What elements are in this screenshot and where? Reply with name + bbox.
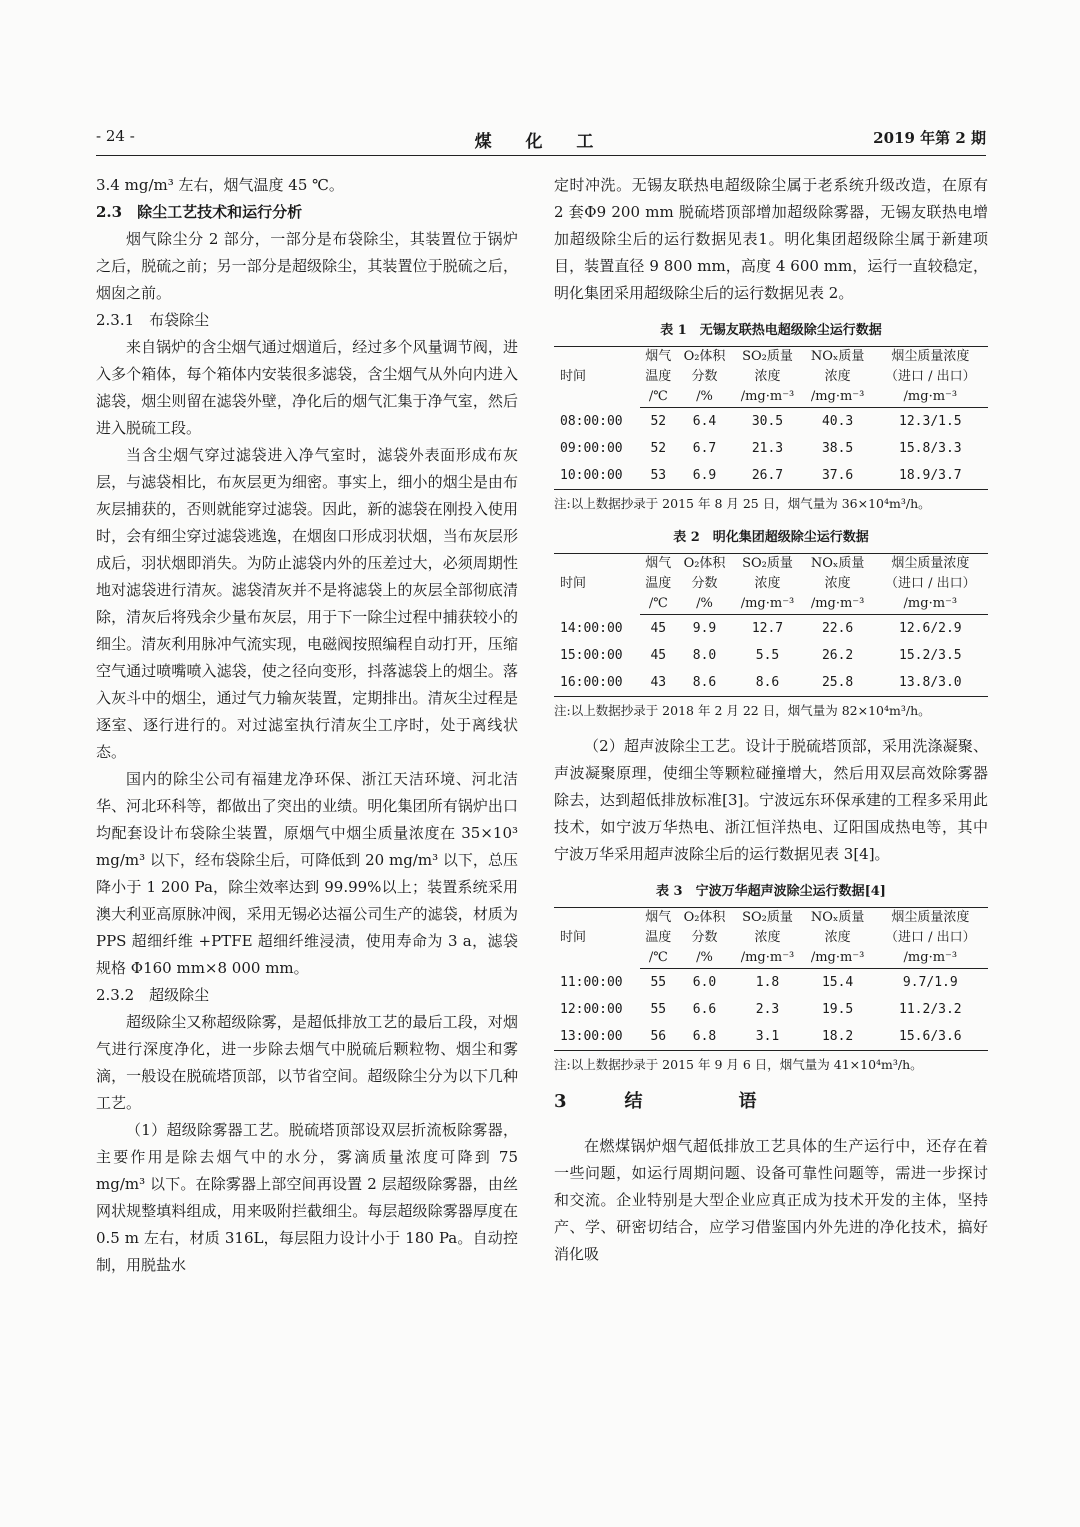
table-cell: 5.5 bbox=[755, 648, 780, 663]
col-header: 烟气 bbox=[645, 910, 672, 925]
table-cell: 8.6 bbox=[755, 675, 780, 690]
col-header: 烟尘质量浓度 bbox=[891, 910, 970, 925]
table-cell: 6.8 bbox=[692, 1029, 717, 1044]
col-header-unit: /% bbox=[677, 387, 733, 408]
table-cell: 38.5 bbox=[821, 441, 854, 456]
right-column bbox=[554, 172, 988, 1268]
col-header-unit: /℃ bbox=[640, 387, 677, 408]
table-cell: 9.7/1.9 bbox=[902, 975, 958, 990]
col-header: 温度 bbox=[645, 930, 672, 945]
paragraph: 在燃煤锅炉烟气超低排放工艺具体的生产运行中，还存在着一些问题，如运行周期问题、设备可靠性问题等，需进一步探讨和交流。企业特别是大型企业应真正成为技术开发的主体，坚持产、学、研密切结合，应学习借鉴国内外先进的净化技术，搞好消化吸 bbox=[554, 1137, 988, 1263]
cell-time: 16:00:00 bbox=[560, 675, 623, 690]
paragraph: 超级除尘又称超级除雾，是超低排放工艺的最后工段，对烟气进行深度净化，进一步除去烟气中脱硫后颗粒物、烟尘和雾滴，一般设在脱硫塔顶部，以节省空间。超级除尘分为以下几种工艺。 bbox=[96, 1013, 518, 1112]
table-cell: 15.2/3.5 bbox=[899, 648, 962, 663]
cell-time: 14:00:00 bbox=[560, 620, 623, 636]
table-cell: 43 bbox=[650, 675, 667, 690]
col-header: 浓度 bbox=[754, 369, 781, 384]
col-header: （进口 / 出口） bbox=[885, 369, 976, 384]
paragraph: 来自锅炉的含尘烟气通过烟道后，经过多个风量调节阀，进入多个箱体，每个箱体内安装很多滤袋，含尘烟气从外向内进入滤袋，烟尘则留在滤袋外壁，净化后的烟气汇集于净气室，然后进入脱硫工段。 bbox=[96, 338, 518, 437]
col-header-unit: /mg·m⁻³ bbox=[732, 948, 802, 969]
table-cell: 8.0 bbox=[692, 648, 717, 663]
table-cell: 6.6 bbox=[692, 1002, 717, 1017]
table-row bbox=[554, 996, 988, 1023]
col-header: O₂体积 bbox=[683, 349, 726, 364]
col-header-unit: /mg·m⁻³ bbox=[803, 594, 873, 615]
paragraph: （1）超级除雾器工艺。脱硫塔顶部设双层折流板除雾器，主要作用是除去烟气中的水分，雾滴质量浓度可降到 75 mg/m³ 以下。在除雾器上部空间再设置 2 层超级除雾器，由丝网状规整填料组成，用来吸附拦截细尘。每层超级除雾器厚度在 0.5 m 左右，材质 316L，每层阻力设计小于 180 Pa。自动控制，用脱盐水 bbox=[96, 1121, 518, 1274]
col-header: 烟气 bbox=[645, 349, 672, 364]
table-cell: 30.5 bbox=[751, 414, 784, 429]
table-cell: 55 bbox=[650, 975, 667, 990]
col-header-unit: /mg·m⁻³ bbox=[732, 387, 802, 408]
col-header: O₂体积 bbox=[683, 556, 726, 571]
col-header-time: 时间 bbox=[560, 930, 587, 946]
table-cell: 56 bbox=[650, 1029, 667, 1044]
col-header: （进口 / 出口） bbox=[885, 930, 976, 945]
cell-time: 13:00:00 bbox=[560, 1029, 623, 1044]
table-2 bbox=[554, 526, 988, 719]
col-header: 分数 bbox=[691, 576, 718, 591]
table-cell: 26.7 bbox=[751, 468, 784, 483]
table-cell: 12.7 bbox=[751, 621, 784, 636]
table-body bbox=[554, 408, 988, 490]
data-table bbox=[554, 907, 988, 1051]
table-row bbox=[554, 615, 988, 643]
table-caption: 表 3 宁波万华超声波除尘运行数据[4] bbox=[656, 884, 886, 899]
col-header-unit: /mg·m⁻³ bbox=[732, 594, 802, 615]
table-cell: 13.8/3.0 bbox=[899, 675, 962, 690]
table-cell: 21.3 bbox=[751, 441, 784, 456]
data-table bbox=[554, 553, 988, 697]
col-header-unit: /mg·m⁻³ bbox=[803, 387, 873, 408]
table-body bbox=[554, 969, 988, 1051]
table-cell: 55 bbox=[650, 1002, 667, 1017]
cell-time: 09:00:00 bbox=[560, 441, 623, 456]
col-header: （进口 / 出口） bbox=[885, 576, 976, 591]
table-3 bbox=[554, 880, 988, 1073]
section-heading-2-3: 2.3 除尘工艺技术和运行分析 bbox=[96, 203, 303, 221]
col-header-unit: /% bbox=[677, 594, 733, 615]
col-header: NOₓ质量 bbox=[810, 910, 865, 925]
table-cell: 22.6 bbox=[821, 621, 854, 636]
paragraph: 定时冲洗。无锡友联热电超级除尘属于老系统升级改造，在原有 2 套Φ9 200 mm 脱硫塔顶部增加超级除雾器，无锡友联热电增加超级除尘后的运行数据见表1。明化集团超级除尘属于新建项目，装置直径 9 800 mm，高度 4 600 mm，运行一直较稳定，明化集团采用超级除尘后的运行数据见表 2。 bbox=[554, 176, 988, 302]
col-header-unit: /% bbox=[677, 948, 733, 969]
table-row bbox=[554, 642, 988, 669]
col-header: 浓度 bbox=[824, 576, 851, 591]
table-row bbox=[554, 669, 988, 697]
col-header: 烟尘质量浓度 bbox=[891, 349, 970, 364]
subsection-heading-2-3-1: 2.3.1 布袋除尘 bbox=[96, 311, 210, 329]
page-number: - 24 - bbox=[96, 127, 135, 145]
col-header: SO₂质量 bbox=[742, 910, 793, 925]
table-cell: 26.2 bbox=[821, 648, 854, 663]
col-header-time: 时间 bbox=[560, 369, 587, 385]
table-cell: 6.4 bbox=[692, 414, 717, 429]
table-cell: 1.8 bbox=[755, 975, 780, 990]
table-cell: 6.0 bbox=[692, 975, 717, 990]
paragraph: 国内的除尘公司有福建龙净环保、浙江天洁环境、河北洁华、河北环科等，都做出了突出的业绩。明化集团所有锅炉出口均配套设计布袋除尘装置，原烟气中烟尘质量浓度在 35×10³ mg/m³ 以下，经布袋除尘后，可降低到 20 mg/m³ 以下，总压降小于 1 200 Pa，除尘效率达到 99.99%以上；装置系统采用澳大利亚高原脉冲阀，采用无锡必达福公司生产的滤袋，材质为 PPS 超细纤维 +PTFE 超细纤维浸渍，使用寿命为 3 a，滤袋规格 Φ160 mm×8 000 mm。 bbox=[96, 770, 518, 977]
table-row bbox=[554, 462, 988, 490]
table-row bbox=[554, 408, 988, 436]
section-heading-3: 3 结 语 bbox=[554, 1091, 777, 1112]
col-header: 浓度 bbox=[754, 576, 781, 591]
paragraph: （2）超声波除尘工艺。设计于脱硫塔顶部，采用洗涤凝聚、声波凝聚原理，使细尘等颗粒碰撞增大，然后用双层高效除雾器除去，达到超低排放标准[3]。宁波远东环保承建的工程多采用此技术，如宁波万华热电、浙江恒洋热电、辽阳国成热电等，其中宁波万华采用超声波除尘后的运行数据见表 3[4]。 bbox=[554, 737, 988, 863]
table-cell: 12.3/1.5 bbox=[899, 414, 962, 429]
cell-time: 15:00:00 bbox=[560, 648, 623, 663]
table-note: 注:以上数据抄录于 2015 年 9 月 6 日，烟气量为 41×10⁴m³/h。 bbox=[554, 1057, 923, 1072]
table-cell: 53 bbox=[650, 468, 667, 483]
left-column bbox=[96, 172, 518, 1279]
table-cell: 3.1 bbox=[755, 1029, 780, 1044]
table-cell: 12.6/2.9 bbox=[899, 621, 962, 636]
table-note: 注:以上数据抄录于 2018 年 2 月 22 日，烟气量为 82×10⁴m³/h。 bbox=[554, 703, 931, 718]
col-header: 分数 bbox=[691, 369, 718, 384]
col-header-time: 时间 bbox=[560, 576, 587, 592]
table-cell: 40.3 bbox=[821, 414, 854, 429]
table-cell: 6.9 bbox=[692, 468, 717, 483]
cell-time: 12:00:00 bbox=[560, 1002, 623, 1017]
table-cell: 2.3 bbox=[755, 1002, 780, 1017]
paragraph: 当含尘烟气穿过滤袋进入净气室时，滤袋外表面形成布灰层，与滤袋相比，布灰层更为细密。事实上，细小的烟尘是由布灰层捕获的，否则就能穿过滤袋。因此，新的滤袋在刚投入使用时，会有细尘穿过滤袋逃逸，在烟囱口形成羽状烟，当布灰层形成后，羽状烟即消失。为防止滤袋内外的压差过大，必须周期性地对滤袋进行清灰。滤袋清灰并不是将滤袋上的灰层全部彻底清除，清灰后将残余少量布灰层，用于下一除尘过程中捕获较小的细尘。清灰利用脉冲气流实现，电磁阀按照编程自动打开，压缩空气通过喷嘴喷入滤袋，使之径向变形，抖落滤袋上的烟尘。落入灰斗中的烟尘，通过气力输灰装置，定期排出。清灰尘过程是逐室、逐行进行的。对过滤室执行清灰尘工序时，处于离线状态。 bbox=[96, 446, 518, 761]
table-cell: 19.5 bbox=[821, 1002, 854, 1017]
col-header: 浓度 bbox=[824, 930, 851, 945]
paragraph: 烟气除尘分 2 部分，一部分是布袋除尘，其装置位于锅炉之后，脱硫之前；另一部分是超级除尘，其装置位于脱硫之后，烟囱之前。 bbox=[96, 230, 518, 302]
col-header-unit: /mg·m⁻³ bbox=[873, 594, 988, 615]
col-header-unit: /mg·m⁻³ bbox=[803, 948, 873, 969]
col-header: NOₓ质量 bbox=[810, 349, 865, 364]
table-body bbox=[554, 615, 988, 697]
running-header bbox=[96, 127, 986, 157]
table-cell: 9.9 bbox=[692, 621, 717, 636]
paragraph: 3.4 mg/m³ 左右，烟气温度 45 ℃。 bbox=[96, 176, 344, 194]
table-cell: 18.2 bbox=[821, 1029, 854, 1044]
data-table bbox=[554, 346, 988, 490]
col-header: NOₓ质量 bbox=[810, 556, 865, 571]
table-caption: 表 2 明化集团超级除尘运行数据 bbox=[673, 530, 869, 545]
col-header: SO₂质量 bbox=[742, 556, 793, 571]
col-header: 温度 bbox=[645, 576, 672, 591]
cell-time: 10:00:00 bbox=[560, 468, 623, 483]
cell-time: 08:00:00 bbox=[560, 413, 623, 429]
table-cell: 45 bbox=[650, 621, 667, 636]
table-row bbox=[554, 969, 988, 997]
col-header-unit: /℃ bbox=[640, 594, 677, 615]
table-row bbox=[554, 435, 988, 462]
header-rule bbox=[96, 155, 986, 156]
col-header: 浓度 bbox=[754, 930, 781, 945]
table-caption: 表 1 无锡友联热电超级除尘运行数据 bbox=[660, 323, 882, 338]
table-cell: 52 bbox=[650, 414, 667, 429]
table-cell: 11.2/3.2 bbox=[899, 1002, 962, 1017]
col-header: 烟尘质量浓度 bbox=[891, 556, 970, 571]
col-header: 温度 bbox=[645, 369, 672, 384]
col-header-unit: /mg·m⁻³ bbox=[873, 948, 988, 969]
table-cell: 15.6/3.6 bbox=[899, 1029, 962, 1044]
table-cell: 6.7 bbox=[692, 441, 717, 456]
table-cell: 25.8 bbox=[821, 675, 854, 690]
journal-title: 煤 化 工 bbox=[474, 132, 608, 152]
col-header: O₂体积 bbox=[683, 910, 726, 925]
table-1 bbox=[554, 319, 988, 512]
col-header-unit: /℃ bbox=[640, 948, 677, 969]
subsection-heading-2-3-2: 2.3.2 超级除尘 bbox=[96, 986, 210, 1004]
table-cell: 15.4 bbox=[821, 975, 854, 990]
table-cell: 45 bbox=[650, 648, 667, 663]
issue-label: 2019 年第 2 期 bbox=[873, 129, 986, 147]
col-header: 分数 bbox=[691, 930, 718, 945]
col-header: 浓度 bbox=[824, 369, 851, 384]
table-cell: 8.6 bbox=[692, 675, 717, 690]
table-cell: 37.6 bbox=[821, 468, 854, 483]
cell-time: 11:00:00 bbox=[560, 974, 623, 990]
table-row bbox=[554, 1023, 988, 1051]
table-note: 注:以上数据抄录于 2015 年 8 月 25 日，烟气量为 36×10⁴m³/h。 bbox=[554, 496, 931, 511]
col-header-unit: /mg·m⁻³ bbox=[873, 387, 988, 408]
table-cell: 15.8/3.3 bbox=[899, 441, 962, 456]
col-header: SO₂质量 bbox=[742, 349, 793, 364]
table-cell: 52 bbox=[650, 441, 667, 456]
table-cell: 18.9/3.7 bbox=[899, 468, 962, 483]
col-header: 烟气 bbox=[645, 556, 672, 571]
